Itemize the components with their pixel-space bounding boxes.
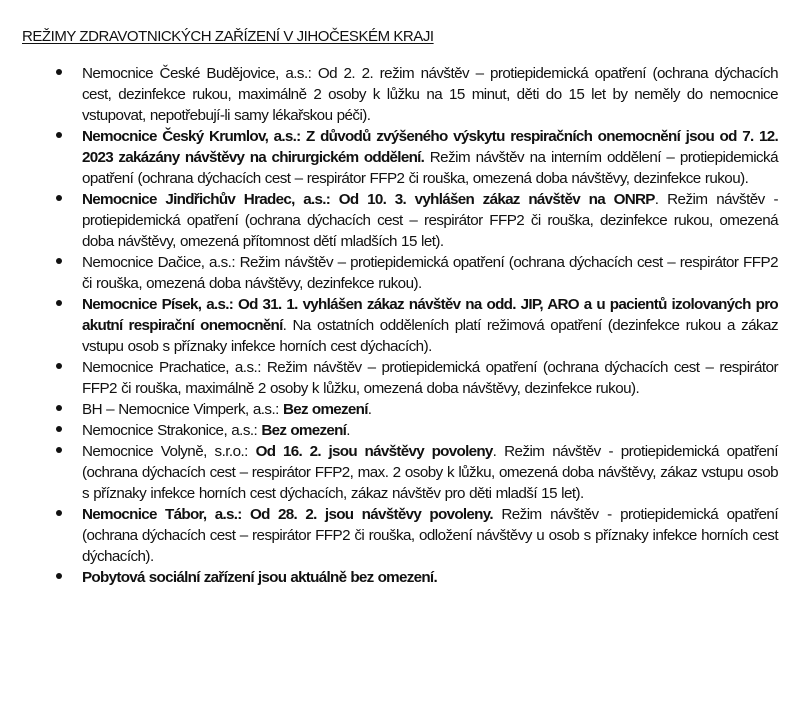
bold-text: Pobytová sociální zařízení jsou aktuálně bez omezení.: [82, 569, 437, 586]
bullet-icon: [55, 357, 63, 378]
list-item-pisek: [0, 294, 808, 357]
bold-text: Od 16. 2. jsou návštěvy povoleny: [255, 443, 493, 460]
list-item-vimperk: [0, 399, 808, 420]
list-item-dacice: [0, 252, 808, 294]
body-text: Režim návštěv na interním oddělení – protiepidemická opatření (ochrana dýchacích cest – respirátor FFP2 či rouška, omezená doba návštěvy, dezinfekce rukou).: [82, 149, 779, 187]
list-item-volyne: [0, 441, 808, 504]
bold-text: Nemocnice Tábor, a.s.: Od 28. 2. jsou návštěvy povoleny.: [82, 506, 493, 523]
bullet-icon: [55, 567, 63, 588]
body-text: BH – Nemocnice Vimperk, a.s.:: [82, 401, 283, 418]
body-text: . Režim návštěv - protiepidemická opatření (ochrana dýchacích cest – respirátor FFP2, max. 2 osoby k lůžku, omezená doba návštěvy, zákaz vstupu osob s příznaky infekce horních cest dýchacích, zákaz návštěv pro děti mladší 15 let).: [82, 443, 778, 502]
body-text: Nemocnice České Budějovice, a.s.: Od 2. 2. režim návštěv – protiepidemická opatření (ochrana dýchacích cest, dezinfekce rukou, maximálně 2 osoby k lůžku na 15 minut, děti do 15 let by neměly do nemocnice vstupovat, nepotřebují-li samy lékařskou péči).: [82, 65, 778, 124]
page-title: REŽIMY ZDRAVOTNICKÝCH ZAŘÍZENÍ V JIHOČESKÉM KRAJI: [22, 28, 434, 45]
body-text: Nemocnice Prachatice, a.s.: Režim návštěv – protiepidemická opatření (ochrana dýchacích cest – respirátor FFP2 či rouška, maximálně 2 osoby k lůžku, omezená doba návštěvy, dezinfekce rukou).: [82, 359, 778, 397]
list-item-ceske-budejovice: [0, 63, 808, 126]
bullet-icon: [55, 294, 63, 315]
list-item-jindrichuv-hradec: [0, 189, 808, 252]
facility-list: [0, 63, 808, 588]
body-text: .: [346, 422, 350, 439]
bold-text: Nemocnice Písek, a.s.: Od 31. 1. vyhlášen zákaz návštěv na odd. JIP, ARO a u pacientů izolovaných pro akutní respirační onemocnění: [82, 296, 778, 334]
bullet-icon: [55, 441, 63, 462]
list-item-cesky-krumlov: [0, 126, 808, 189]
body-text: Režim návštěv - protiepidemická opatření (ochrana dýchacích cest – respirátor FFP2 či rouška, odložení návštěvy u osob s příznaky infekce horních cest dýchacích).: [82, 506, 778, 565]
body-text: . Režim návštěv - protiepidemická opatření (ochrana dýchacích cest – respirátor FFP2 či rouška, dezinfekce rukou, omezená doba návštěvy, omezená přítomnost dětí mladších 15 let).: [82, 191, 778, 250]
bullet-icon: [55, 420, 63, 441]
body-text: Nemocnice Strakonice, a.s.:: [82, 422, 262, 439]
list-item-prachatice: [0, 357, 808, 399]
body-text: . Na ostatních odděleních platí režimová opatření (dezinfekce rukou a zákaz vstupu osob s příznaky infekce horních cest dýchacích).: [82, 317, 778, 355]
list-item-strakonice: [0, 420, 808, 441]
bold-text: Nemocnice Český Krumlov, a.s.: Z důvodů zvýšeného výskytu respiračních onemocnění jsou od 7. 12. 2023 zakázány návštěvy na chirurgickém oddělení.: [82, 128, 778, 166]
bullet-icon: [55, 504, 63, 525]
bullet-icon: [55, 252, 63, 273]
bullet-icon: [55, 189, 63, 210]
body-text: Nemocnice Dačice, a.s.: Režim návštěv – protiepidemická opatření (ochrana dýchacích cest – respirátor FFP2 či rouška, omezená doba návštěvy, dezinfekce rukou).: [82, 254, 778, 292]
list-item-socialni-zarizeni: [0, 567, 808, 588]
body-text: Nemocnice Volyně, s.r.o.:: [82, 443, 256, 460]
bullet-icon: [55, 399, 63, 420]
bold-text: Bez omezení: [282, 401, 368, 418]
bullet-icon: [55, 126, 63, 147]
bold-text: Bez omezení: [261, 422, 347, 439]
bold-text: Nemocnice Jindřichův Hradec, a.s.: Od 10. 3. vyhlášen zákaz návštěv na ONRP: [82, 191, 655, 208]
list-item-tabor: [0, 504, 808, 567]
bullet-icon: [55, 63, 63, 84]
body-text: .: [367, 401, 372, 418]
